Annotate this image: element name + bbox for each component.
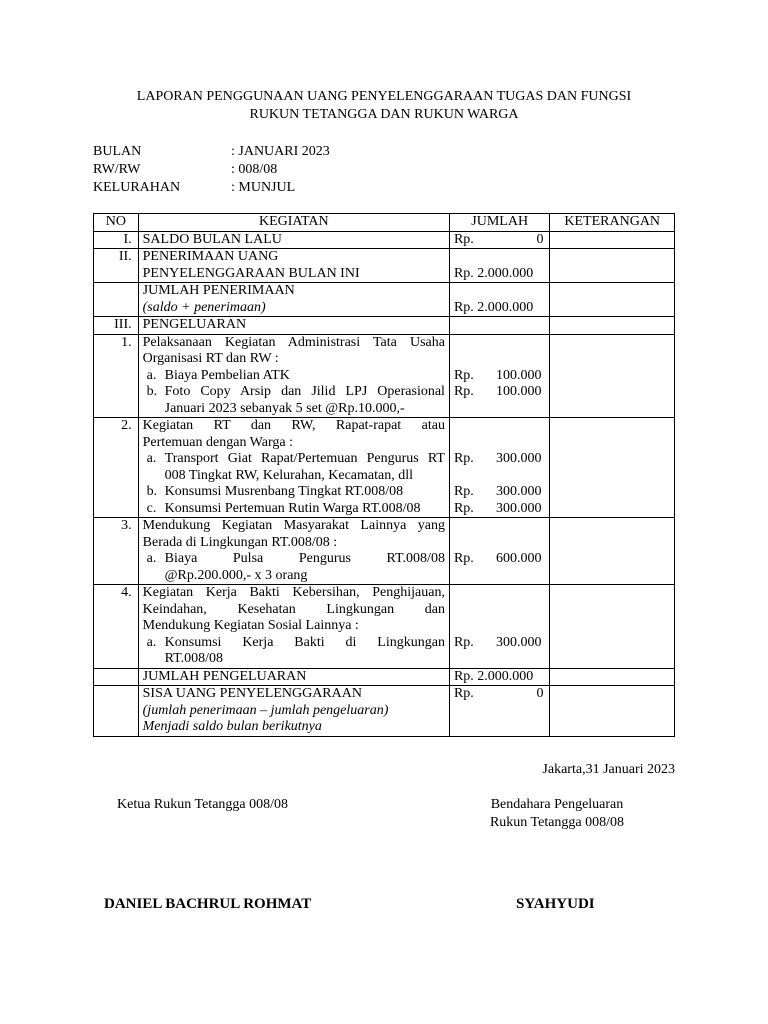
sub-label: b.: [146, 384, 158, 399]
header-keterangan: KETERANGAN: [550, 214, 675, 232]
report-title-line1: LAPORAN PENGGUNAAN UANG PENYELENGGARAAN TUGAS DAN FUNGSI: [136, 89, 632, 104]
sub-text: Biaya Pembelian ATK: [164, 367, 290, 383]
report-title: [0, 88, 768, 124]
row-no: III.: [94, 317, 139, 335]
sub-text: RT.008/08: [164, 651, 224, 666]
item-desc-line: Keindahan, Kesehatan Lingkungan dan: [142, 601, 445, 617]
row-no: II.: [94, 249, 139, 283]
place-date: Jakarta,31 Januari 2023: [542, 762, 675, 777]
item-desc-line: Pelaksanaan Kegiatan Administrasi Tata Usaha: [142, 334, 445, 350]
sisa-line1: SISA UANG PENYELENGGARAAN: [142, 686, 362, 701]
meta-row-kelurahan: [93, 179, 330, 197]
sisa-amount: [449, 686, 549, 737]
item-description: [138, 518, 449, 585]
saldo-amount: [449, 231, 549, 249]
sub-label: a.: [146, 551, 157, 566]
item-desc-line: Berada di Lingkungan RT.008/08 :: [142, 534, 338, 550]
row-no: 1.: [94, 334, 139, 418]
item-sub: [143, 451, 445, 484]
meta-value: : JANUARI 2023: [231, 144, 330, 159]
sub-text: 008 Tingkat RW, Kelurahan, Kecamatan, dll: [164, 467, 413, 483]
sub-label: b.: [146, 484, 158, 499]
amount-value: 300.000: [495, 451, 542, 466]
table-header-row: [94, 214, 675, 232]
currency: Rp.: [453, 384, 474, 399]
meta-value: : 008/08: [231, 162, 278, 177]
row-no: 4.: [94, 585, 139, 669]
table-row-item-2: [94, 418, 675, 518]
header-jumlah: JUMLAH: [449, 214, 549, 232]
item-amounts: [449, 418, 549, 518]
item-desc-line: Kegiatan RT dan RW, Rapat-rapat atau: [142, 418, 445, 433]
item-sub: [143, 551, 445, 584]
sub-text: Transport Giat Rapat/Pertemuan Pengurus RT: [164, 451, 445, 466]
row-no: 2.: [94, 418, 139, 518]
signature-right-title-line2: Rukun Tetangga 008/08: [489, 815, 625, 830]
item-description: [138, 585, 449, 669]
currency: Rp.: [453, 484, 474, 499]
amount-value: 100.000: [495, 367, 542, 383]
penerimaan-label: [138, 249, 449, 283]
currency: Rp.: [453, 367, 474, 383]
amount-value: 300.000: [495, 484, 542, 499]
sub-text: Biaya Pulsa Pengurus RT.008/08: [164, 551, 445, 566]
saldo-note: [550, 231, 675, 249]
table-row-item-4: [94, 585, 675, 669]
table-row-jumlah-pengeluaran: [94, 668, 675, 686]
item-sub: [143, 635, 445, 668]
item-amounts: [449, 334, 549, 418]
item-amounts: [449, 585, 549, 669]
penerimaan-line1: PENERIMAAN UANG: [142, 249, 279, 264]
meta-key: KELURAHAN: [93, 180, 181, 195]
item-sub: [143, 484, 445, 501]
item-sub: [143, 501, 445, 518]
item-sub: [143, 368, 445, 385]
jumlah-penerimaan-amount: [449, 283, 549, 317]
report-table: [93, 213, 675, 737]
report-meta: [93, 143, 330, 197]
amount-value: Rp. 2.000.000: [453, 265, 534, 281]
currency: Rp.: [453, 451, 474, 466]
meta-key: BULAN: [93, 144, 142, 159]
row-no: I.: [94, 231, 139, 249]
item-desc-line: Organisasi RT dan RW :: [142, 351, 279, 366]
table-row-item-3: [94, 518, 675, 585]
sisa-line2: (jumlah penerimaan – jumlah pengeluaran): [142, 702, 389, 718]
signatory-name-left: DANIEL BACHRUL ROHMAT: [104, 896, 312, 912]
jumlah-penerimaan-line2: (saldo + penerimaan): [142, 299, 266, 315]
meta-row-rw: [93, 161, 330, 179]
table-row-item-1: [94, 334, 675, 418]
currency: Rp.: [453, 686, 474, 701]
table-row-pengeluaran: [94, 317, 675, 335]
header-kegiatan: KEGIATAN: [138, 214, 449, 232]
currency: Rp.: [453, 634, 474, 650]
item-desc-line: Kegiatan Kerja Bakti Kebersihan, Penghijauan,: [142, 585, 445, 600]
sub-text: @Rp.200.000,- x 3 orang: [164, 567, 308, 583]
amount-value: 300.000: [495, 634, 542, 650]
report-title-line2: RUKUN TETANGGA DAN RUKUN WARGA: [249, 107, 519, 122]
sisa-line3: Menjadi saldo bulan berikutnya: [142, 719, 322, 734]
item-desc-line: Mendukung Kegiatan Masyarakat Lainnya yang: [142, 518, 445, 533]
saldo-label: SALDO BULAN LALU: [138, 231, 449, 249]
amount-value: 100.000: [495, 384, 542, 399]
item-desc-line: Pertemuan dengan Warga :: [142, 434, 294, 450]
meta-key: RW/RW: [93, 162, 141, 177]
sub-text: Konsumsi Musrenbang Tingkat RT.008/08: [164, 484, 404, 499]
signature-left-title: Ketua Rukun Tetangga 008/08: [117, 797, 289, 812]
sub-text: Januari 2023 sebanyak 5 set @Rp.10.000,-: [164, 400, 405, 416]
amount-value: Rp. 2.000.000: [453, 299, 534, 315]
signature-right-title-line1: Bendahara Pengeluaran: [490, 797, 624, 812]
pengeluaran-label: PENGELUARAN: [138, 317, 449, 335]
meta-value: : MUNJUL: [231, 180, 296, 195]
sub-text: Konsumsi Kerja Bakti di Lingkungan: [164, 634, 445, 650]
table-row-penerimaan: [94, 249, 675, 283]
signature-right-title: [482, 796, 632, 832]
penerimaan-amount: [449, 249, 549, 283]
item-desc-line: Mendukung Kegiatan Sosial Lainnya :: [142, 618, 359, 633]
table-row-sisa: [94, 686, 675, 737]
amount-value: 300.000: [495, 500, 542, 516]
currency: Rp.: [453, 231, 474, 247]
row-no: 3.: [94, 518, 139, 585]
table-row-jumlah-penerimaan: [94, 283, 675, 317]
penerimaan-line2: PENYELENGGARAAN BULAN INI: [142, 265, 360, 281]
sub-label: c.: [146, 500, 157, 516]
jumlah-penerimaan-line1: JUMLAH PENERIMAAN: [142, 283, 295, 298]
currency: Rp.: [453, 551, 474, 566]
jumlah-penerimaan-label: [138, 283, 449, 317]
amount-value: 0: [536, 686, 544, 701]
signatory-name-right: SYAHYUDI: [516, 896, 595, 912]
header-no: NO: [94, 214, 139, 232]
item-description: [138, 418, 449, 518]
jumlah-pengeluaran-amount: Rp. 2.000.000: [449, 668, 549, 686]
sisa-label: [138, 686, 449, 737]
currency: Rp.: [453, 500, 474, 516]
item-amounts: [449, 518, 549, 585]
amount-value: 600.000: [495, 551, 542, 566]
amount-value: 0: [536, 231, 544, 247]
sub-label: a.: [146, 367, 157, 383]
item-sub: [143, 384, 445, 417]
table-row-saldo: [94, 231, 675, 249]
sub-label: a.: [146, 451, 157, 466]
penerimaan-note: [550, 249, 675, 283]
sub-label: a.: [146, 634, 157, 650]
jumlah-pengeluaran-label: JUMLAH PENGELUARAN: [138, 668, 449, 686]
sub-text: Foto Copy Arsip dan Jilid LPJ Operasional: [164, 384, 445, 399]
meta-row-bulan: [93, 143, 330, 161]
item-description: [138, 334, 449, 418]
sub-text: Konsumsi Pertemuan Rutin Warga RT.008/08: [164, 500, 421, 516]
